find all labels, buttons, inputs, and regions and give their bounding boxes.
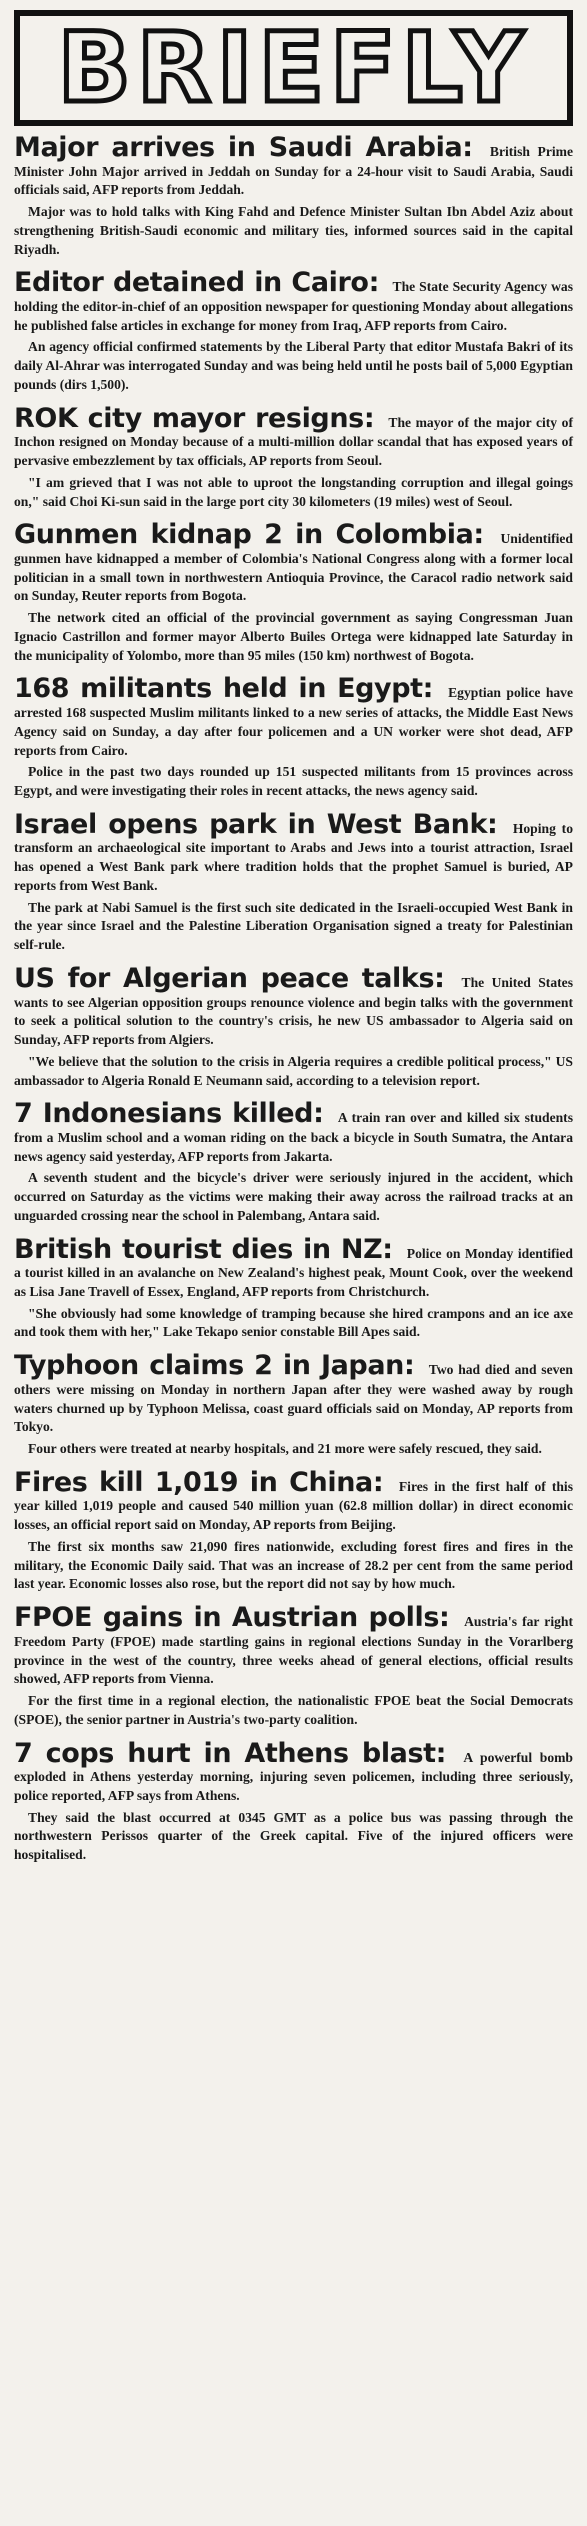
news-item [14, 1604, 573, 1729]
news-paragraph: Police in the past two days rounded up 151 suspected militants from 15 provinces across Egypt, and were investigating their roles in recent attacks, the news agency said. [14, 764, 573, 799]
news-paragraph: "I am grieved that I was not able to uproot the longstanding corruption and illegal goings on," said Choi Ki-sun said in the large port city 30 kilometers (19 miles) west of Seoul. [14, 474, 573, 509]
news-item-lead [14, 134, 573, 200]
news-item [14, 675, 573, 800]
news-lead-text: Hoping to transform an archaeological site important to Arabs and Jews into a tourist attraction, Israel has opened a West Bank park where tradition holds that the prophet Samuel is buried, AP reports from West Bank. [14, 820, 573, 893]
news-paragraph: The network cited an official of the provincial government as saying Congressman Juan Ignacio Castrillon and former mayor Alberto Builes Ortega were kidnapped late Saturday in the municipality of Yolombo, more than 95 miles (150 km) northwest of Bogota. [14, 610, 573, 663]
news-lead-text: Egyptian police have arrested 168 suspected Muslim militants linked to a new series of attacks, the Middle East News Agency said on Sunday, a day after four policemen and a UN worker were shot dead, AFP reports from Cairo. [14, 685, 574, 758]
news-paragraph: Major was to hold talks with King Fahd and Defence Minister Sultan Ibn Abdel Aziz about strengthening British-Saudi economic and military ties, informed sources said in the capital Riyadh. [14, 204, 573, 257]
news-lead-text: Austria's far right Freedom Party (FPOE) made startling gains in regional elections Sunday in the Vorarlberg province in the west of the country, three weeks ahead of general elections, official results showed, AFP reports from Vienna. [14, 1614, 573, 1687]
news-paragraph: An agency official confirmed statements by the Liberal Party that editor Mustafa Bakri of its daily Al-Ahrar was interrogated Sunday and was being held until he posts bail of 5,000 Egyptian pounds (dirs 1,500). [14, 339, 573, 392]
news-item [14, 1352, 573, 1459]
news-paragraph: The first six months saw 21,090 fires nationwide, excluding forest fires and fires in the military, the Economic Daily said. That was an increase of 28.2 per cent from the same period last year. Economic losses also rose, but the report did not say by how much. [14, 1538, 573, 1592]
masthead [14, 10, 573, 126]
news-lead-text: A train ran over and killed six students from a Muslim school and a woman riding on the back a bicycle in South Sumatra, the Antara news agency said yesterday, AFP reports from Jakarta. [14, 1110, 573, 1164]
news-item [14, 808, 573, 955]
news-headline: FPOE gains in Austrian polls: [14, 1602, 461, 1634]
news-paragraph: A seventh student and the bicycle's driver were seriously injured in the accident, which occurred on Saturday as the victims were making their away across the railroad tracks at an unguarded crossing near the school in Palembang, Antara said. [14, 1170, 573, 1223]
stories-column [14, 134, 573, 1865]
news-item-lead [14, 521, 573, 606]
news-paragraph: "We believe that the solution to the crisis in Algeria requires a credible political process," US ambassador to Algeria Ronald E Neumann said, according to a television report. [14, 1053, 573, 1088]
news-item [14, 521, 573, 665]
news-lead-text: Unidentified gunmen have kidnapped a member of Colombia's National Congress along with a former local politician in a small town in northwestern Antioquia Province, the Caracol radio network said on Sunday, Reuter reports from Bogota. [14, 531, 573, 604]
masthead-title: BRIEFLY [57, 12, 530, 124]
news-item-lead [14, 1604, 573, 1689]
news-item-lead [14, 1466, 573, 1535]
news-item-lead [14, 1352, 573, 1437]
news-paragraph: The park at Nabi Samuel is the first such site dedicated in the Israeli-occupied West Bank in the year since Israel and the Palestine Liberation Organisation signed a treaty for Palestinian self-rule. [14, 899, 573, 953]
news-headline: US for Algerian peace talks: [14, 962, 458, 994]
news-lead-text: The mayor of the major city of Inchon resigned on Monday because of a multi-million dollar scandal that has exposed years of pervasive embezzlement by tax officials, AP reports from Seoul. [14, 414, 573, 469]
news-item [14, 402, 573, 512]
news-item [14, 962, 573, 1090]
news-item-lead [14, 1100, 573, 1166]
news-item [14, 269, 573, 394]
news-headline: Typhoon claims 2 in Japan: [14, 1350, 425, 1382]
news-item-lead [14, 269, 573, 335]
news-headline: Major arrives in Saudi Arabia: [14, 132, 486, 163]
news-headline: 7 Indonesians killed: [14, 1098, 334, 1130]
news-paragraph: Four others were treated at nearby hospitals, and 21 more were safely rescued, they said. [28, 1441, 542, 1457]
news-headline: British tourist dies in NZ: [14, 1233, 403, 1265]
news-item-lead [14, 1233, 573, 1302]
news-paragraph: "She obviously had some knowledge of tramping because she hired crampons and an ice axe and took them with her," Lake Tekapo senior constable Bill Apes said. [14, 1305, 573, 1340]
news-item-lead [14, 808, 573, 896]
news-headline: Israel opens park in West Bank: [14, 808, 509, 840]
news-paragraph: They said the blast occurred at 0345 GMT as a police bus was passing through the northwestern Perissos quarter of the Greek capital. Five of the injured officers were hospitalised. [14, 1809, 573, 1863]
news-headline: ROK city mayor resigns: [14, 402, 385, 434]
news-headline: Gunmen kidnap 2 in Colombia: [14, 519, 497, 551]
news-item-lead [14, 962, 573, 1050]
news-lead-text: Police on Monday identified a tourist killed in an avalanche on New Zealand's highest peak, Mount Cook, over the weekend as Lisa Jane Travell of Essex, England, AFP reports from Christchurch. [14, 1245, 573, 1299]
news-paragraph: For the first time in a regional election, the nationalistic FPOE beat the Social Democrats (SPOE), the senior partner in Austria's two-party coalition. [14, 1693, 573, 1727]
news-item-lead [14, 675, 573, 760]
news-headline: Fires kill 1,019 in China: [14, 1466, 395, 1498]
news-item-lead [14, 402, 573, 471]
news-lead-text: British Prime Minister John Major arrived in Jeddah on Sunday for a 24-hour visit to Saudi Arabia, Saudi officials said, AFP reports from Jeddah. [14, 144, 573, 198]
news-lead-text: The United States wants to see Algerian opposition groups renounce violence and begin talks with the government to seek a political solution to the country's crisis, he new US ambassador to Algeria said on Sunday, AFP reports from Algiers. [14, 974, 573, 1048]
news-lead-text: A powerful bomb exploded in Athens yesterday morning, injuring seven policemen, including three seriously, police reported, AFP says from Athens. [14, 1749, 573, 1803]
news-lead-text: Fires in the first half of this year killed 1,019 people and caused 540 million yuan (62.8 million dollar) in direct economic losses, an official report said on Monday, AP reports from Beijing. [14, 1478, 573, 1533]
news-headline: 7 cops hurt in Athens blast: [14, 1737, 460, 1769]
news-headline: 168 militants held in Egypt: [14, 673, 445, 705]
news-headline: Editor detained in Cairo: [14, 267, 389, 299]
news-lead-text: Two had died and seven others were missing on Monday in northern Japan after they were washed away by rough waters churned up by Typhoon Melissa, coast guard officials said on Monday, AP reports from Tokyo. [14, 1362, 573, 1435]
news-item [14, 1737, 573, 1865]
news-item-lead [14, 1737, 573, 1806]
news-item [14, 134, 573, 259]
news-item [14, 1466, 573, 1594]
news-lead-text: The State Security Agency was holding the editor-in-chief of an opposition newspaper for questioning Monday about allegations he published false articles in exchange for money from Iraq, AFP reports from Cairo. [14, 279, 573, 333]
news-item [14, 1100, 573, 1225]
news-item [14, 1233, 573, 1343]
